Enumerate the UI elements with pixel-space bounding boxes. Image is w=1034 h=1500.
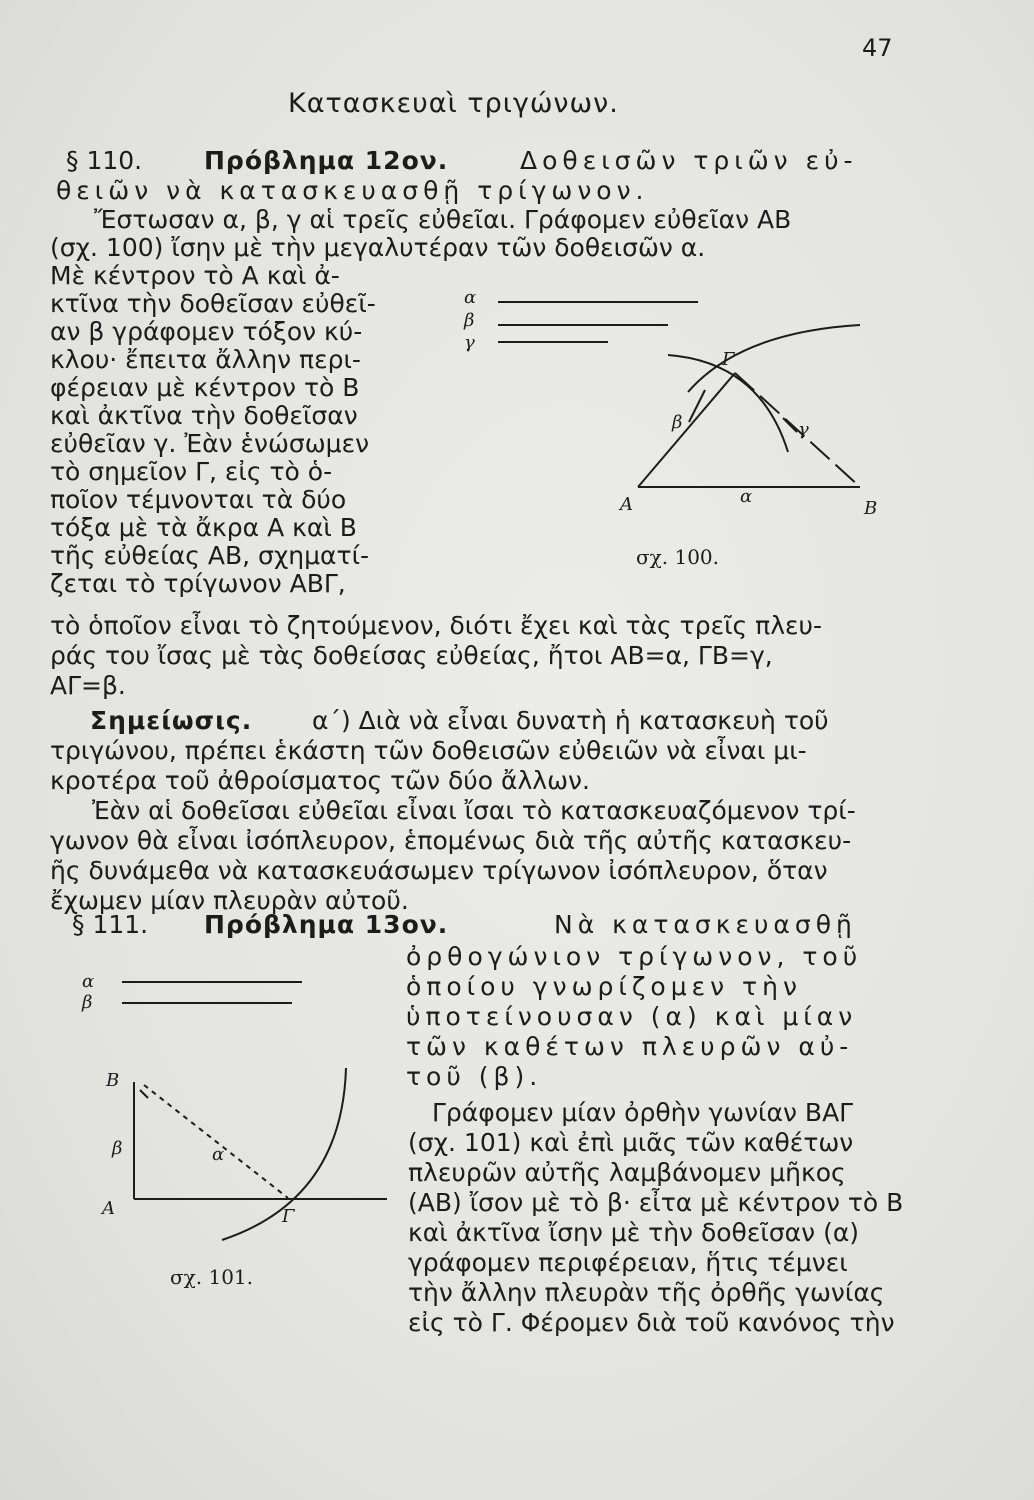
text-line: (σχ. 100) ἴσην μὲ τὴν μεγαλυτέραν τῶν δοθεισῶν α. [50, 233, 706, 262]
fig100-label-a: α [464, 287, 477, 308]
problem-12-statement-b: θειῶν νὰ κατασκευασθῇ τρίγωνον. [56, 176, 649, 205]
hypotenuse-bg [144, 1085, 288, 1198]
text-line: τὸ σημεῖον Γ, εἰς τὸ ὁ- [50, 457, 333, 486]
fig101-label-side-b: β [112, 1138, 123, 1159]
fig101-label-G: Γ [282, 1206, 295, 1227]
problem-12-statement-a: Δοθεισῶν τριῶν εὐ- [520, 146, 858, 175]
fig100-label-B: Β [864, 498, 878, 519]
fig100-label-b: β [464, 310, 475, 331]
fig101-label-A: Α [102, 1198, 115, 1219]
fig101-label-a: α [82, 971, 95, 992]
fig101-label-side-a: α [212, 1144, 225, 1165]
fig100-label-A: Α [620, 494, 633, 515]
notes-line: Ἐὰν αἱ δοθεῖσαι εὐθεῖαι εἶναι ἴσαι τὸ κατασκευαζόμενον τρί- [92, 796, 856, 825]
text-line: καὶ ἀκτῖνα τὴν δοθεῖσαν [50, 401, 358, 430]
text-line: ζεται τὸ τρίγωνον ΑΒΓ, [50, 569, 346, 598]
fig100-label-side-c: γ [798, 419, 809, 440]
fig100-label-side-b: β [672, 412, 683, 433]
text-line: (σχ. 101) καὶ ἐπὶ μιᾶς τῶν καθέτων [408, 1128, 854, 1157]
arc-center-a [688, 325, 860, 392]
notes-line: κροτέρα τοῦ ἀθροίσματος τῶν δύο ἄλλων. [50, 766, 590, 795]
text-line: ράς του ἴσας μὲ τὰς δοθείσας εὐθείας, ἤτοι ΑΒ=α, ΓΒ=γ, [50, 641, 773, 670]
text-line: εἰς τὸ Γ. Φέρομεν διὰ τοῦ κανόνος τὴν [408, 1308, 895, 1337]
tick-c [783, 418, 797, 432]
problem-13-statement: τοῦ (β). [406, 1062, 543, 1091]
problem-12-label: Πρόβλημα 12ον. [204, 146, 449, 175]
text-line: καὶ ἀκτῖνα ἴσην μὲ τὴν δοθεῖσαν (α) [408, 1218, 860, 1247]
problem-13-statement: τῶν καθέτων πλευρῶν αὐ- [406, 1032, 854, 1061]
fig100-label-G: Γ [722, 349, 735, 370]
page-number: 47 [862, 34, 893, 62]
text-line: αν β γράφομεν τόξον κύ- [50, 317, 363, 346]
problem-13-statement: ὁποίου γνωρίζομεν τὴν [406, 972, 802, 1001]
fig100-label-side-a: α [740, 486, 753, 507]
notes-line: ῆς δυνάμεθα νὰ κατασκευάσωμεν τρίγωνον ἰσόπλευρον, ὅταν [50, 856, 828, 885]
text-line: τὸ ὁποῖον εἶναι τὸ ζητούμενον, διότι ἔχει καὶ τὰς τρεῖς πλευ- [50, 611, 823, 640]
text-line: πλευρῶν αὐτῆς λαμβάνομεν μῆκος [408, 1158, 846, 1187]
notes-line: ἔχωμεν μίαν πλευρὰν αὐτοῦ. [50, 886, 409, 915]
text-line: εὐθεῖαν γ. Ἐὰν ἑνώσωμεν [50, 429, 370, 458]
fig101-label-B: Β [106, 1070, 120, 1091]
section-111-number: § 111. [72, 910, 149, 939]
fig100-label-c: γ [464, 332, 475, 353]
figure-100-caption: σχ. 100. [636, 545, 720, 569]
section-110-number: § 110. [66, 146, 143, 175]
problem-13-label: Πρόβλημα 13ον. [204, 910, 449, 939]
problem-13-statement: Νὰ κατασκευασθῇ [554, 910, 857, 939]
text-line: τὴν ἄλλην πλευρὰν τῆς ὀρθῆς γωνίας [408, 1278, 885, 1307]
text-line: τόξα μὲ τὰ ἄκρα Α καὶ Β [50, 513, 357, 542]
figure-101-caption: σχ. 101. [170, 1265, 254, 1289]
page-title: Κατασκευαὶ τριγώνων. [288, 88, 619, 119]
notes-label: Σημείωσις. [90, 706, 253, 735]
text-line: ποῖον τέμνονται τὰ δύο [50, 485, 347, 514]
figure-101 [70, 960, 390, 1260]
tick-b [140, 1090, 148, 1098]
notes-line: γωνον θὰ εἶναι ἰσόπλευρον, ἑπομένως διὰ τῆς αὐτῆς κατασκευ- [50, 826, 852, 855]
problem-13-statement: ὑποτείνουσαν (α) καὶ μίαν [406, 1002, 858, 1031]
text-line: Ἔστωσαν α, β, γ αἱ τρεῖς εὐθεῖαι. Γράφομεν εὐθεῖαν ΑΒ [94, 205, 792, 234]
figure-100 [440, 280, 910, 580]
text-line: κτῖνα τὴν δοθεῖσαν εὐθεῖ- [50, 289, 376, 318]
notes-line: α΄) Διὰ νὰ εἶναι δυνατὴ ἡ κατασκευὴ τοῦ [312, 706, 829, 735]
text-line: (ΑΒ) ἴσον μὲ τὸ β· εἶτα μὲ κέντρον τὸ Β [408, 1188, 904, 1217]
text-line: Μὲ κέντρον τὸ Α καὶ ἀ- [50, 261, 340, 290]
text-line: γράφομεν περιφέρειαν, ἥτις τέμνει [408, 1248, 848, 1277]
problem-13-statement: ὀρθογώνιον τρίγωνον, τοῦ [406, 942, 863, 971]
text-line: κλου· ἔπειτα ἄλλην περι- [50, 345, 361, 374]
fig101-label-b: β [82, 992, 93, 1013]
side-ag [638, 373, 735, 487]
text-line: τῆς εὐθείας ΑΒ, σχηματί- [50, 541, 370, 570]
notes-line: τριγώνου, πρέπει ἑκάστη τῶν δοθεισῶν εὐθειῶν νὰ εἶναι μι- [50, 736, 807, 765]
text-line: ΑΓ=β. [50, 671, 126, 700]
text-line: Γράφομεν μίαν ὀρθὴν γωνίαν ΒΑΓ [432, 1098, 854, 1127]
text-line: φέρειαν μὲ κέντρον τὸ Β [50, 373, 360, 402]
